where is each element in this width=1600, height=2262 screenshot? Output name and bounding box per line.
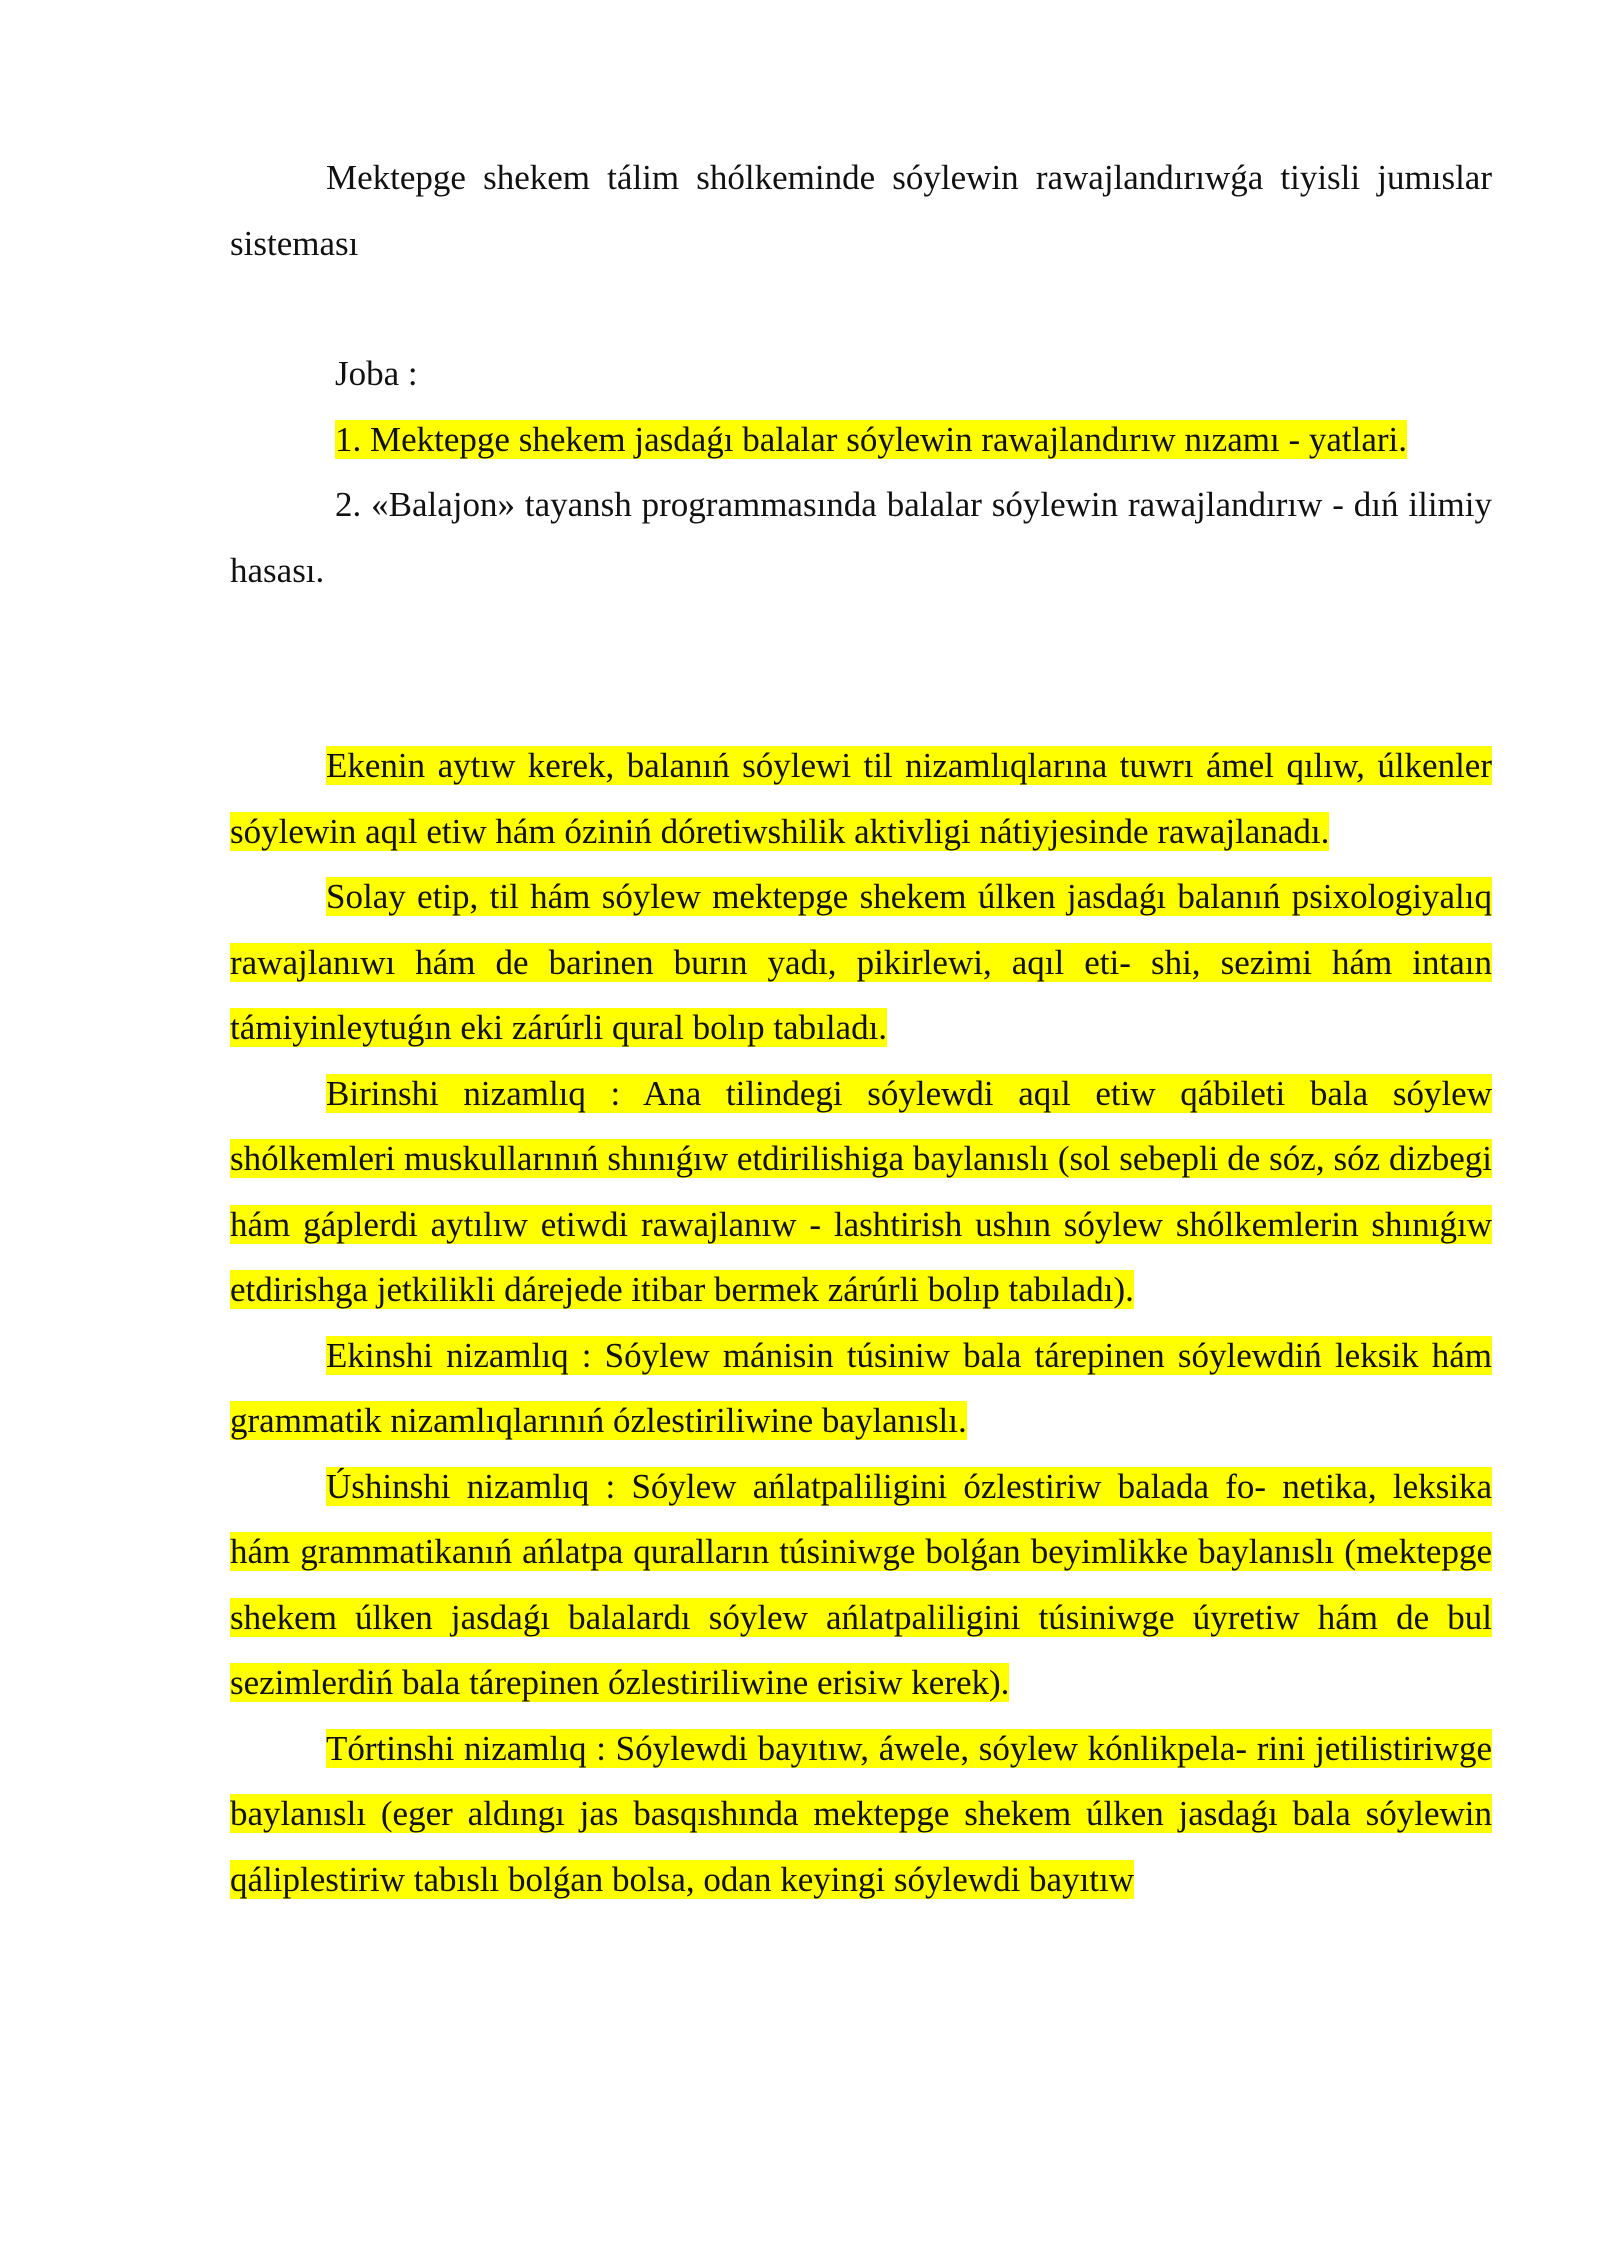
- paragraph-summary: [230, 864, 1492, 1061]
- document-title: Mektepge shekem tálim shólkeminde sóylewin rawajlandırıwǵa tiyisli jumıslar sisteması: [230, 158, 1492, 263]
- paragraph-law-3: [230, 1454, 1492, 1716]
- paragraph-law-4: [230, 1716, 1492, 1913]
- spacer: [230, 603, 1492, 733]
- paragraph-law-2-text: Ekinshi nizamlıq : Sóylew mánisin túsiniw bala tárepinen sóylewdiń leksik hám grammatik nizamlıqlarınıń ózlestiriliwine baylanıslı.: [230, 1335, 1492, 1440]
- paragraph-summary-text: Solay etip, til hám sóylew mektepge shekem úlken jasdaǵı balanıń psixologiyalıq rawajlanıwı hám de barinen burın yadı, pikirlewi, aqıl eti- shi, sezimi hám intaın támiyinleytuǵın eki zárúrli qural bolıp tabıladı.: [230, 877, 1492, 1047]
- paragraph-law-2: [230, 1323, 1492, 1454]
- paragraph-intro: [230, 733, 1492, 864]
- document-page: [230, 145, 1492, 1912]
- paragraph-intro-text: Ekenin aytıw kerek, balanıń sóylewi til nizamlıqlarına tuwrı ámel qılıw, úlkenler sóylewin aqıl etiw hám óziniń dóretiwshilik aktivligi nátiyjesinde rawajlanadı.: [230, 746, 1492, 851]
- paragraph-law-4-text: Tórtinshi nizamlıq : Sóylewdi bayıtıw, áwele, sóylew kónlikpela- rini jetilistiriwge baylanıslı (eger aldıngı jas basqıshında mektepge shekem úlken jasdaǵı bala sóylewin qáliplestiriw tabıslı bolǵan bolsa, odan keyingi sóylewdi bayıtıw: [230, 1728, 1492, 1899]
- plan-item-2: 2. «Balajon» tayansh programmasında balalar sóylewin rawajlandırıw - dıń ilimiy hasası.: [230, 485, 1492, 590]
- plan-item-1-text: 1. Mektepge shekem jasdaǵı balalar sóylewin rawajlandırıw nızamı - yatlari.: [335, 419, 1407, 459]
- plan-item-1: [230, 407, 1492, 473]
- spacer: [230, 276, 1492, 341]
- paragraph-law-1: [230, 1061, 1492, 1323]
- paragraph-law-1-text: Birinshi nizamlıq : Ana tilindegi sóylewdi aqıl etiw qábileti bala sóylew shólkemleri muskullarınıń shınıǵıw etdirilishiga baylanıslı (sol sebepli de sóz, sóz dizbegi hám gáplerdi aytılıw etiwdi rawajlanıw - lashtirish ushın sóylew shólkemlerin shınıǵıw etdirishga jetkilikli dárejede itibar bermek zárúrli bolıp tabıladı).: [230, 1073, 1492, 1309]
- plan-label: Joba :: [335, 354, 418, 393]
- paragraph-law-3-text: Úshinshi nizamlıq : Sóylew ańlatpaliligini ózlestiriw balada fo- netika, leksika hám grammatikanıń ańlatpa quralların túsiniwge bolǵan beyimlikke baylanıslı (mektepge shekem úlken jasdaǵı balalardı sóylew ańlatpaliligini túsiniwge úyretiw hám de bul sezimlerdiń bala tárepinen ózlestiriliwine erisiw kerek).: [230, 1466, 1492, 1702]
